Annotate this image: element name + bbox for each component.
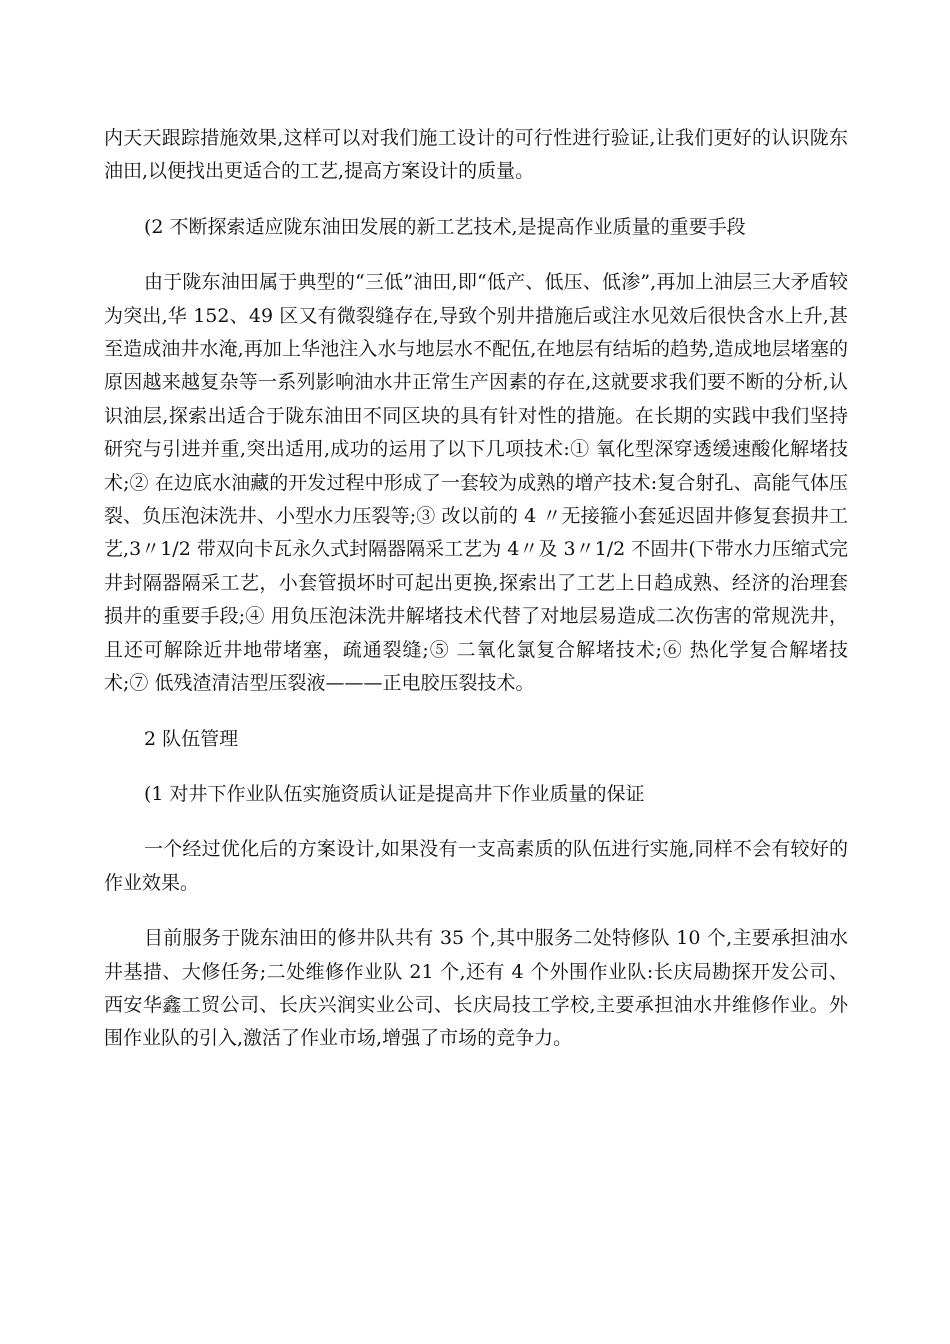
section-heading-team-management: 2 队伍管理 <box>144 727 239 750</box>
document-page <box>104 122 848 1078</box>
subheading-new-technology: (2 不断探索适应陇东油田发展的新工艺技术,是提高作业质量的重要手段 <box>144 215 746 238</box>
paragraph-team-quality: 一个经过优化后的方案设计,如果没有一支高素质的队伍进行实施,同样不会有较好的作业效果。 <box>104 838 848 894</box>
paragraph-workover-teams: 目前服务于陇东油田的修井队共有 35 个,其中服务二处特修队 10 个,主要承担油水井基措、大修任务;二处维修作业队 21 个,还有 4 个外围作业队:长庆局勘探开发公司、西安华鑫工贸公司、长庆兴润实业公司、长庆局技工学校,主要承担油水井维修作业。外围作业队的引入,激活了作业市场,增强了市场的竞争力。 <box>104 927 848 1050</box>
paragraph-method-tracking: 内天天跟踪措施效果,这样可以对我们施工设计的可行性进行验证,让我们更好的认识陇东油田,以便找出更适合的工艺,提高方案设计的质量。 <box>104 127 848 183</box>
subheading-qualification-certification: (1 对井下作业队伍实施资质认证是提高井下作业质量的保证 <box>144 782 645 805</box>
paragraph-technology-details: 由于陇东油田属于典型的“三低”油田,即“低产、低压、低渗”,再加上油层三大矛盾较为突出,华 152、49 区又有微裂缝存在,导致个别井措施后或注水见效后很快含水上升,甚至造成油井水淹,再加上华池注入水与地层水不配伍,在地层有结垢的趋势,造成地层堵塞的原因越来越复杂等一系列影响油水井正常生产因素的存在,这就要求我们要不断的分析,认识油层,探索出适合于陇东油田不同区块的具有针对性的措施。在长期的实践中我们坚持研究与引进并重,突出适用,成功的运用了以下几项技术:① 氧化型深穿透缓速酸化解堵技术;② 在边底水油藏的开发过程中形成了一套较为成熟的增产技术:复合射孔、高能气体压裂、负压泡沫洗井、小型水力压裂等;③ 改以前的 4 〃无接箍小套延迟固井修复套损井工艺,3〃1/2 带双向卡瓦永久式封隔器隔采工艺为 4〃及 3〃1/2 不固井(下带水力压缩式完井封隔器隔采工艺，小套管损坏时可起出更换,探索出了工艺上日趋成熟、经济的治理套损井的重要手段;④ 用负压泡沫洗井解堵技术代替了对地层易造成二次伤害的常规洗井，且还可解除近井地带堵塞，疏通裂缝;⑤ 二氧化氯复合解堵技术;⑥ 热化学复合解堵技术;⑦ 低残渣清洁型压裂液———正电胶压裂技术。 <box>104 271 848 695</box>
